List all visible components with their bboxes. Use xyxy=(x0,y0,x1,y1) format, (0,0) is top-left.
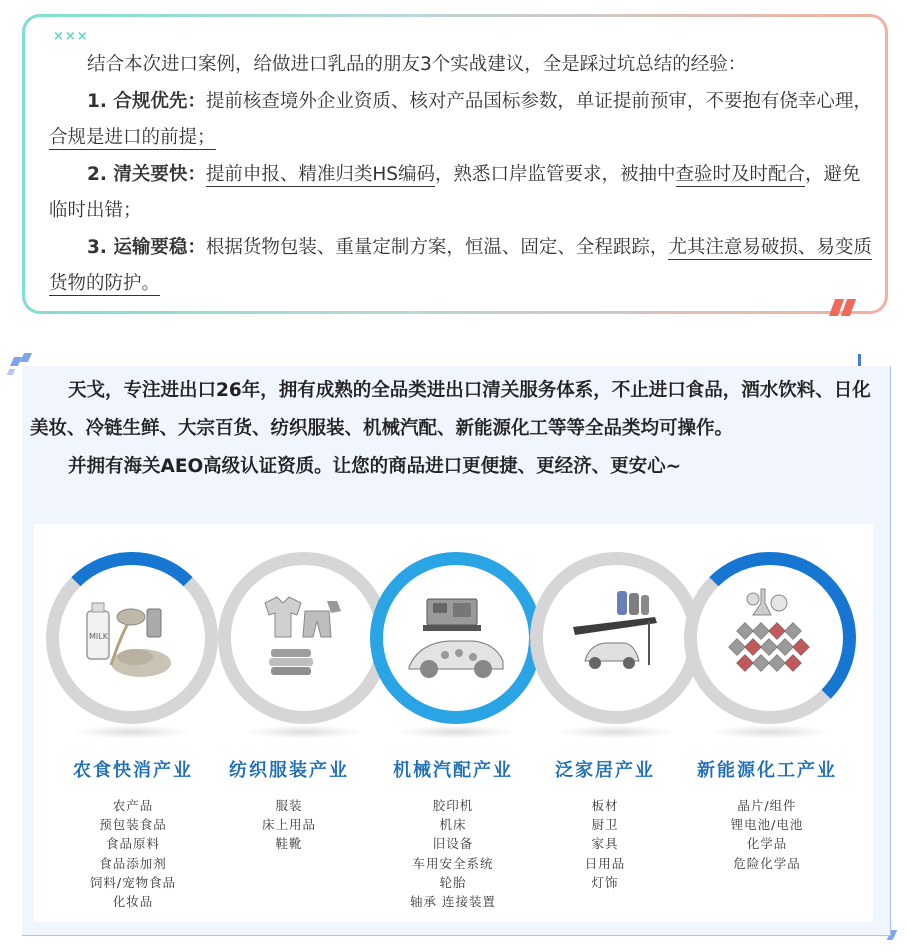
industry-circles xyxy=(34,542,873,732)
industry-list-food xyxy=(48,796,218,911)
list-item: 食品原料 xyxy=(105,836,160,852)
industry-title-home: 泛家居产业 xyxy=(555,760,655,781)
list-item: 预包装食品 xyxy=(99,817,167,833)
list-item: 危险化学品 xyxy=(733,855,801,871)
list-item: 锂电池/电池 xyxy=(730,817,804,833)
clothing-icon xyxy=(247,581,361,695)
industry-ring-chemical xyxy=(684,552,856,724)
list-item: 化学品 xyxy=(746,836,788,852)
tip-item-3 xyxy=(49,230,877,303)
tip-3-title: 3. 运输要稳： xyxy=(87,236,206,258)
industry-ring-textile xyxy=(218,552,390,724)
list-item: 灯饰 xyxy=(591,874,619,890)
tip-1-text: 提前核查境外企业资质、核对产品国标参数，单证提前预审，不要抱有侥幸心理， xyxy=(205,90,872,112)
list-item: 轮胎 xyxy=(439,874,467,890)
industry-title-machinery: 机械汽配产业 xyxy=(393,760,513,781)
tips-text xyxy=(49,47,877,303)
tips-intro: 结合本次进口案例，给做进口乳品的朋友3个实战建议，全是踩过坑总结的经验： xyxy=(87,54,747,75)
tip-3-text: 根据货物包装、重量定制方案，恒温、固定、全程跟踪， xyxy=(205,236,669,258)
tip-item-2 xyxy=(49,157,877,230)
company-panel xyxy=(22,366,891,936)
tip-1-title: 1. 合规优先： xyxy=(87,90,206,112)
industry-title-chemical: 新能源化工产业 xyxy=(697,760,837,781)
list-item: 日用品 xyxy=(584,855,626,871)
home-carport-icon xyxy=(559,581,673,695)
list-item: 家具 xyxy=(591,836,619,852)
industry-list-textile xyxy=(204,796,374,854)
list-item: 晶片/组件 xyxy=(737,798,797,813)
list-item: 饲料/宠物食品 xyxy=(89,874,177,890)
industry-title-textile: 纺织服装产业 xyxy=(229,760,349,781)
corner-line-deco xyxy=(858,354,861,366)
tip-2-underlined: 提前申报、精准归类HS编码 xyxy=(205,163,435,185)
tip-2-text-after: ，避免临时出错； xyxy=(49,163,861,221)
company-intro-line-2: 并拥有海关AEO高级认证资质。让您的商品进口更便捷、更经济、更安心~ xyxy=(68,456,682,477)
svg-text:MILK: MILK xyxy=(89,632,108,641)
industry-list-chemical xyxy=(682,796,852,873)
list-item: 服装 xyxy=(275,798,303,813)
industry-graphic xyxy=(34,524,873,922)
list-item: 化妆品 xyxy=(112,894,154,910)
list-item: 床上用品 xyxy=(261,817,316,833)
list-item: 鞋靴 xyxy=(275,836,303,852)
tip-2-title: 2. 清关要快： xyxy=(87,163,206,185)
industry-title-food: 农食快消产业 xyxy=(73,760,193,781)
tips-card xyxy=(22,14,888,314)
list-item: 轴承 连接装置 xyxy=(410,894,496,910)
tip-3-underlined: 尤其注意易破损、易变质货物的防护。 xyxy=(49,236,872,294)
decor-x-marks: ××× xyxy=(53,29,89,44)
tip-2-underlined-2: 查验时及时配合 xyxy=(675,163,806,185)
list-item: 机床 xyxy=(439,817,467,833)
list-item: 旧设备 xyxy=(432,836,474,852)
milk-food-icon xyxy=(75,581,189,695)
company-intro xyxy=(22,366,890,486)
quote-mark-icon xyxy=(829,299,857,317)
list-item: 食品添加剂 xyxy=(99,855,167,871)
industry-ring-machinery xyxy=(370,552,542,724)
list-item: 农产品 xyxy=(112,798,154,813)
list-item: 胶印机 xyxy=(432,798,474,813)
industry-titles xyxy=(34,756,873,786)
list-item: 板材 xyxy=(591,798,619,813)
industry-ring-home xyxy=(530,552,702,724)
industry-list-home xyxy=(520,796,690,892)
list-item: 车用安全系统 xyxy=(412,855,494,871)
company-intro-line-1: 天戈，专注进出口26年，拥有成熟的全品类进出口清关服务体系，不止进口食品，酒水饮料、日化美妆、冷链生鲜、大宗百货、纺织服装、机械汽配、新能源化工等等全品类均可操作。 xyxy=(30,380,871,439)
chemical-hazard-icon xyxy=(713,581,827,695)
machinery-car-icon xyxy=(399,581,513,695)
tip-item-1 xyxy=(49,84,877,157)
tips-card-inner xyxy=(25,17,885,311)
tip-1-underlined: 合规是进口的前提； xyxy=(49,127,216,148)
industry-list-machinery xyxy=(368,796,538,911)
industry-ring-food xyxy=(46,552,218,724)
list-item: 厨卫 xyxy=(591,817,619,833)
tip-2-text-mid: ，熟悉口岸监管要求，被抽中 xyxy=(435,163,676,185)
